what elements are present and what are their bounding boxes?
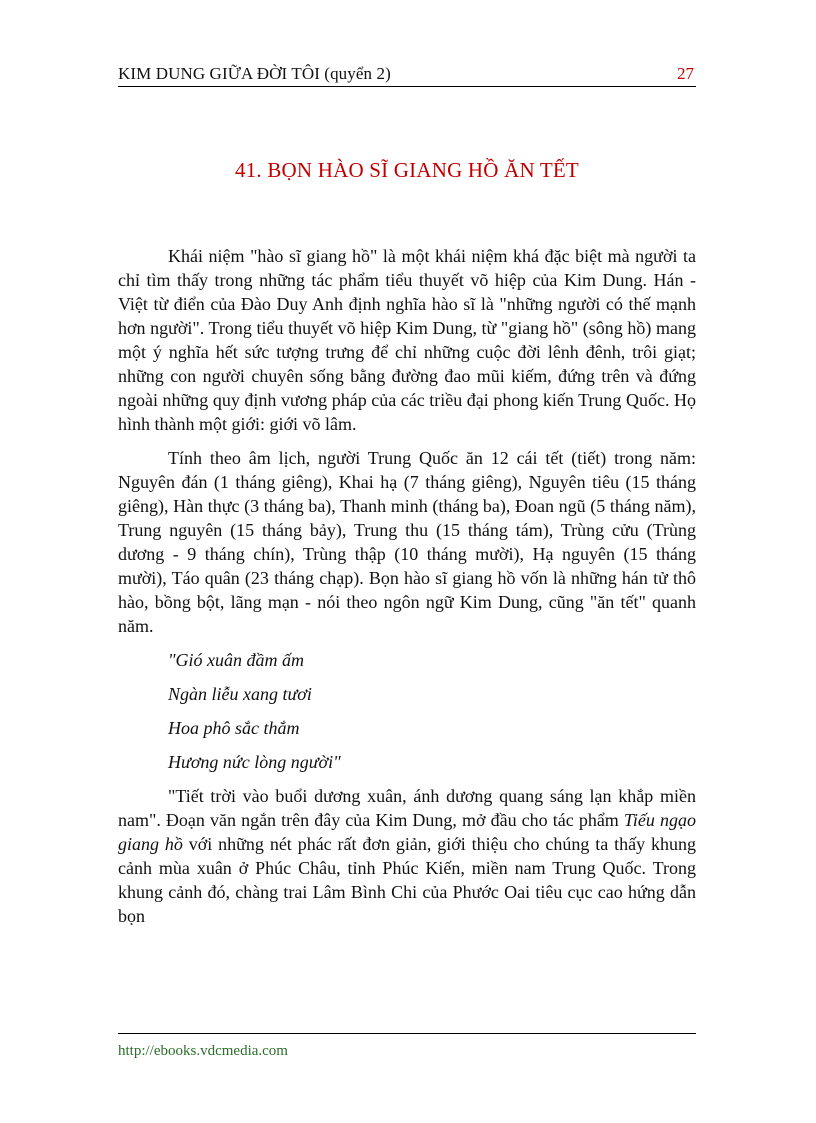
paragraph-3 [118,784,696,928]
paragraph-3-end: với những nét phác rất đơn giản, giới thiệu cho chúng ta thấy khung cảnh mùa xuân ở Phúc Châu, tỉnh Phúc Kiến, miền nam Trung Quốc. Trong khung cảnh đó, chàng trai Lâm Bình Chi của Phước Oai tiêu cục cao hứng dẫn bọn [118,834,696,926]
poem-line-4: Hương nức lòng người" [168,752,341,772]
paragraph-1: Khái niệm "hào sĩ giang hồ" là một khái niệm khá đặc biệt mà người ta chỉ tìm thấy trong những tác phẩm tiểu thuyết võ hiệp của Kim Dung. Hán - Việt từ điển của Đào Duy Anh định nghĩa hào sĩ là "những người có thế mạnh hơn người". Trong tiểu thuyết võ hiệp Kim Dung, từ "giang hồ" (sông hồ) mang một ý nghĩa hết sức tượng trưng để chỉ những cuộc đời lênh đênh, trôi giạt; những con người chuyên sống bằng đường đao mũi kiếm, đứng trên và đứng ngoài những quy định vương pháp của các triều đại phong kiến Trung Quốc. Họ hình thành một giới: giới võ lâm. [118,246,696,434]
paragraph-2: Tính theo âm lịch, người Trung Quốc ăn 12 cái tết (tiết) trong năm: Nguyên đán (1 tháng giêng), Khai hạ (7 tháng giêng), Nguyên tiêu (15 tháng giêng), Hàn thực (3 tháng ba), Thanh minh (tháng ba), Đoan ngũ (5 tháng năm), Trung nguyên (15 tháng bảy), Trung thu (15 tháng tám), Trùng cửu (Trùng dương - 9 tháng chín), Trùng thập (10 tháng mười), Hạ nguyên (15 tháng mười), Táo quân (23 tháng chạp). Bọn hào sĩ giang hồ vốn là những hán tử thô hào, bồng bột, lãng mạn - nói theo ngôn ngữ Kim Dung, cũng "ăn tết" quanh năm. [118,448,696,636]
footer-divider [118,1033,696,1034]
paragraph-3-start: "Tiết trời vào buổi dương xuân, ánh dương quang sáng lạn khắp miền nam". Đoạn văn ngắn trên đây của Kim Dung, mở đầu cho tác phẩm [118,786,696,830]
chapter-title: 41. BỌN HÀO SĨ GIANG HỒ ĂN TẾT [235,158,579,182]
poem-line-1: "Gió xuân đầm ấm [168,650,305,670]
page-number: 27 [677,64,694,83]
work-title: Tiếu ngạo giang hồ [118,810,696,854]
poem [118,648,696,774]
page-header [118,60,696,87]
poem-line-3: Hoa phô sắc thắm [168,718,300,738]
book-title: KIM DUNG GIỮA ĐỜI TÔI (quyển 2) [118,64,391,83]
footer-url[interactable]: http://ebooks.vdcmedia.com [118,1043,288,1059]
poem-line-2: Ngàn liễu xang tươi [168,684,312,704]
body-text [118,244,696,928]
